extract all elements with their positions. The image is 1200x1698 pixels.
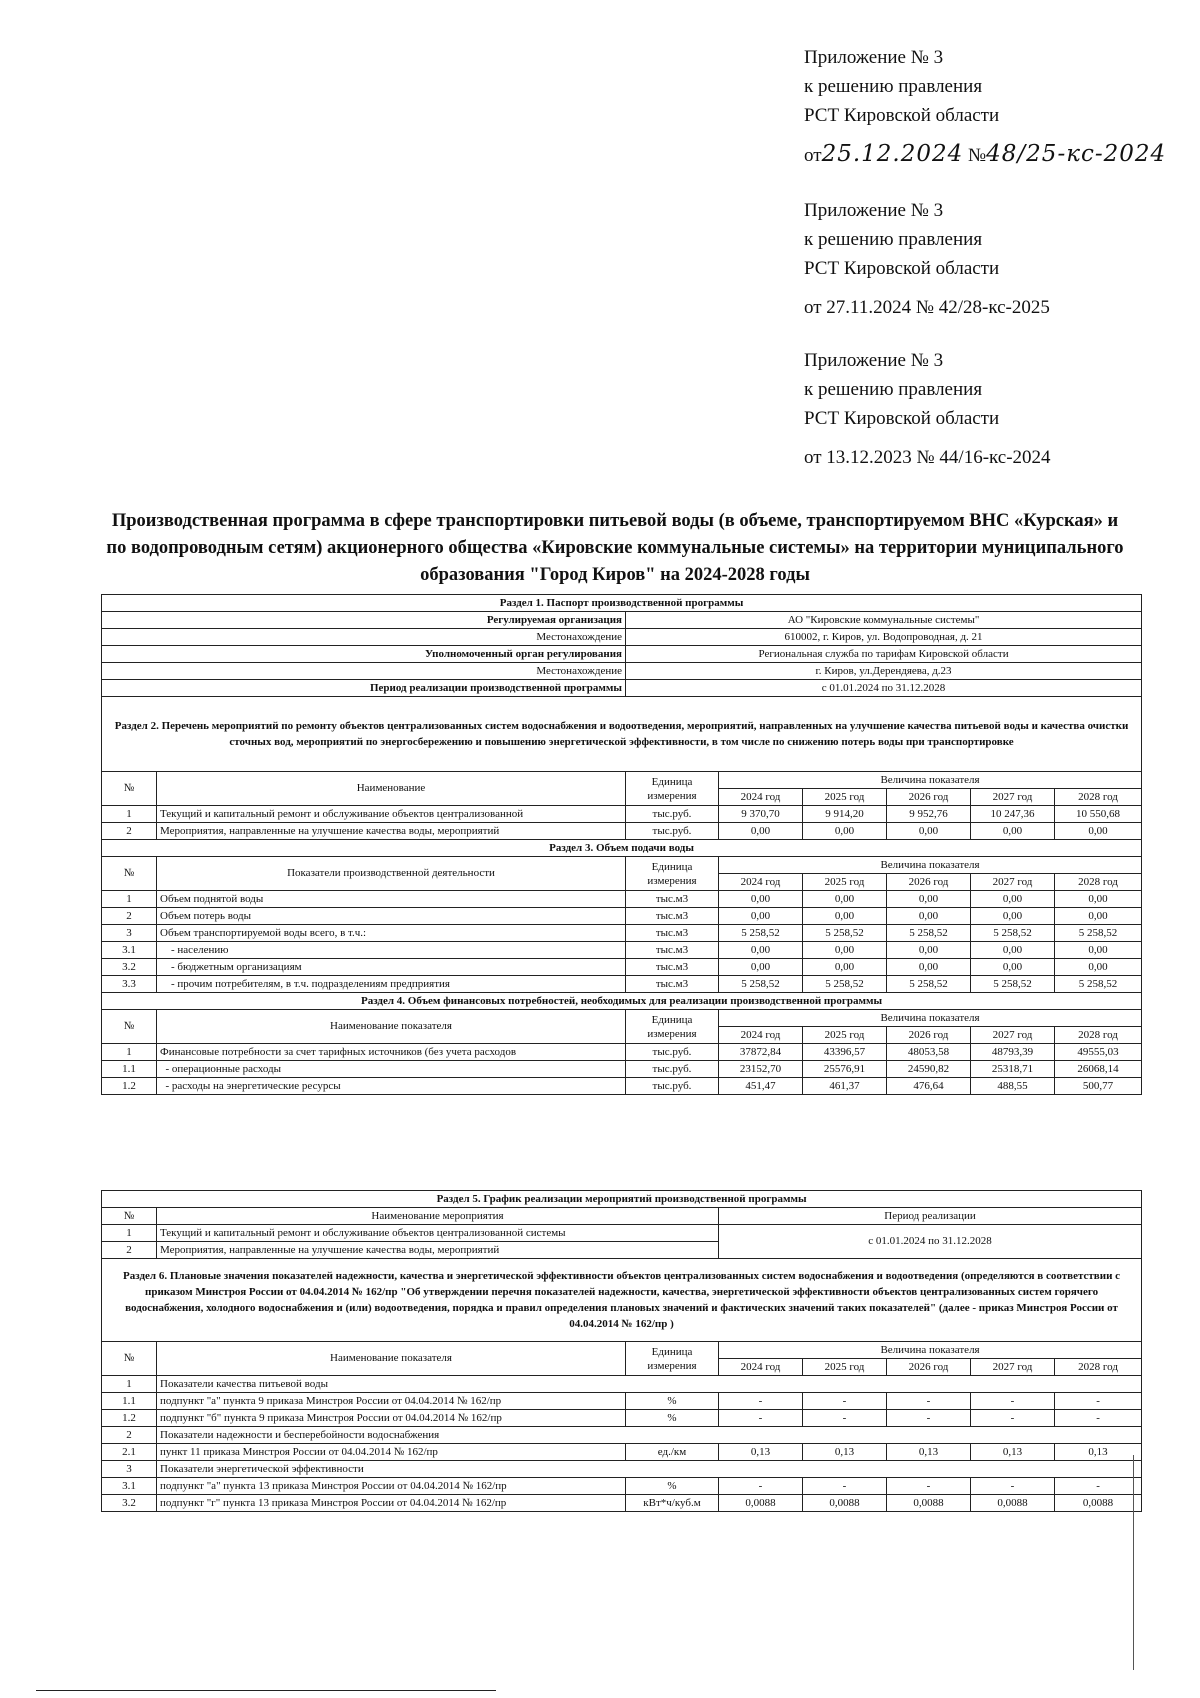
indicator-name: подпункт "б" пункта 9 приказа Минстроя России от 04.04.2014 № 162/пр — [157, 1410, 626, 1427]
row-number: 2.1 — [102, 1444, 157, 1461]
value-cell: - — [887, 1393, 971, 1410]
year-header: 2028 год — [1055, 1359, 1142, 1376]
column-header-period: Период реализации — [719, 1208, 1142, 1225]
indicator-name: - прочим потребителям, в т.ч. подразделениям предприятия — [157, 976, 626, 993]
indicator-row — [102, 1478, 1142, 1495]
value-cell: 5 258,52 — [971, 976, 1055, 993]
year-header: 2026 год — [887, 789, 971, 806]
indicator-row — [102, 1410, 1142, 1427]
value-cell: 5 258,52 — [803, 976, 887, 993]
row-number: 2 — [102, 1242, 157, 1259]
unit: тыс.руб. — [626, 1078, 719, 1095]
annex-block-2 — [804, 196, 1050, 322]
indicator-name: - расходы на энергетические ресурсы — [157, 1078, 626, 1095]
schedule-row — [102, 1225, 1142, 1242]
scan-edge-line — [1133, 1455, 1134, 1670]
row-number: 3.2 — [102, 959, 157, 976]
value-cell: 0,0088 — [1055, 1495, 1142, 1512]
passport-value: с 01.01.2024 по 31.12.2028 — [626, 680, 1142, 697]
row-number: 3.1 — [102, 1478, 157, 1495]
section3-colhead-row — [102, 857, 1142, 874]
value-cell: 0,00 — [971, 959, 1055, 976]
value-cell: 0,00 — [971, 891, 1055, 908]
value-cell: 9 370,70 — [719, 806, 803, 823]
value-cell: 0,00 — [803, 908, 887, 925]
row-number: 3.3 — [102, 976, 157, 993]
row-number: 3 — [102, 925, 157, 942]
value-cell: - — [971, 1478, 1055, 1495]
indicator-row — [102, 1376, 1142, 1393]
value-cell: - — [971, 1393, 1055, 1410]
annex-title: Приложение № 3 — [804, 200, 944, 221]
year-header: 2025 год — [803, 1027, 887, 1044]
annex-date: от 27.11.2024 № 42/28-кс-2025 — [804, 297, 1050, 318]
unit: % — [626, 1410, 719, 1427]
value-cell: 25576,91 — [803, 1061, 887, 1078]
value-cell: 0,00 — [887, 942, 971, 959]
value-cell: - — [803, 1410, 887, 1427]
value-cell: - — [887, 1478, 971, 1495]
passport-row — [102, 646, 1142, 663]
value-cell: 0,00 — [719, 823, 803, 840]
indicator-row — [102, 925, 1142, 942]
section6-header-row — [102, 1259, 1142, 1342]
value-cell: 0,0088 — [887, 1495, 971, 1512]
value-cell: 5 258,52 — [803, 925, 887, 942]
year-header: 2028 год — [1055, 874, 1142, 891]
value-cell: 37872,84 — [719, 1044, 803, 1061]
value-cell: 0,13 — [887, 1444, 971, 1461]
indicator-row — [102, 959, 1142, 976]
value-cell: - — [719, 1478, 803, 1495]
annex-title: Приложение № 3 — [804, 350, 944, 371]
value-cell: 5 258,52 — [1055, 925, 1142, 942]
year-header: 2025 год — [803, 874, 887, 891]
indicator-row — [102, 1495, 1142, 1512]
passport-row — [102, 663, 1142, 680]
value-cell: 0,00 — [719, 908, 803, 925]
value-cell: 5 258,52 — [1055, 976, 1142, 993]
indicator-name: подпункт "а" пункта 9 приказа Минстроя России от 04.04.2014 № 162/пр — [157, 1393, 626, 1410]
value-cell: 0,00 — [971, 823, 1055, 840]
value-cell: 0,0088 — [803, 1495, 887, 1512]
value-cell: - — [887, 1410, 971, 1427]
value-cell: 0,00 — [719, 891, 803, 908]
passport-value: 610002, г. Киров, ул. Водопроводная, д. 21 — [626, 629, 1142, 646]
value-cell: 5 258,52 — [887, 976, 971, 993]
row-number: 1 — [102, 891, 157, 908]
column-header-number: № — [102, 1208, 157, 1225]
value-cell: 5 258,52 — [887, 925, 971, 942]
year-header: 2028 год — [1055, 789, 1142, 806]
indicator-name: - бюджетным организациям — [157, 959, 626, 976]
unit: % — [626, 1393, 719, 1410]
year-header: 2024 год — [719, 789, 803, 806]
value-cell: 451,47 — [719, 1078, 803, 1095]
indicator-row — [102, 1444, 1142, 1461]
unit: тыс.руб. — [626, 823, 719, 840]
value-cell: 0,00 — [887, 908, 971, 925]
unit: тыс.м3 — [626, 925, 719, 942]
value-cell: 0,00 — [803, 823, 887, 840]
value-cell: 0,00 — [1055, 823, 1142, 840]
section5-colhead-row — [102, 1208, 1142, 1225]
section3-header-row — [102, 840, 1142, 857]
row-number: 2 — [102, 823, 157, 840]
column-header-name: Наименование мероприятия — [157, 1208, 719, 1225]
section-header: Раздел 6. Плановые значения показателей надежности, качества и энергетической эффективности объектов централизованных систем водоснабжения и водоотведения (определяются в соответствии с приказом Минстроя России от 04.04.2014 № 162/пр "Об утверждении перечня показателей надежности, качества, энергетической эффективности объектов централизованных систем горячего водоснабжения, холодного водоснабжения и (или) водоотведения, порядка и правил определения плановых значений и фактических значений таких показателей" (далее - приказ Минстроя России от 04.04.2014 № 162/пр ) — [102, 1259, 1142, 1342]
indicator-row — [102, 942, 1142, 959]
column-header-number: № — [102, 1010, 157, 1044]
value-cell: 26068,14 — [1055, 1061, 1142, 1078]
year-header: 2026 год — [887, 1359, 971, 1376]
value-cell: 0,00 — [971, 908, 1055, 925]
annex-line: к решению правления — [804, 76, 983, 97]
value-cell: 0,00 — [803, 942, 887, 959]
indicator-row — [102, 1078, 1142, 1095]
column-header-unit: Единица измерения — [626, 772, 719, 806]
footer-line — [36, 1690, 496, 1691]
date-prefix: от — [804, 145, 822, 166]
column-header-name: Наименование показателя — [157, 1010, 626, 1044]
value-cell: 0,00 — [1055, 891, 1142, 908]
period-value: с 01.01.2024 по 31.12.2028 — [719, 1225, 1142, 1259]
indicator-row — [102, 1061, 1142, 1078]
value-cell: 476,64 — [887, 1078, 971, 1095]
value-cell: 24590,82 — [887, 1061, 971, 1078]
document-title: Производственная программа в сфере транспортировки питьевой воды (в объеме, транспортируемом ВНС «Курская» и по водопроводным сетям) акционерного общества «Кировские коммунальные системы» на территории муниципального образования "Город Киров" на 2024-2028 годы — [106, 511, 1124, 585]
unit: кВт*ч/куб.м — [626, 1495, 719, 1512]
row-number: 2 — [102, 908, 157, 925]
row-number: 1.1 — [102, 1393, 157, 1410]
value-cell: 0,00 — [1055, 942, 1142, 959]
unit: тыс.м3 — [626, 942, 719, 959]
column-header-number: № — [102, 772, 157, 806]
value-cell: 5 258,52 — [719, 925, 803, 942]
year-header: 2024 год — [719, 1027, 803, 1044]
value-cell: 10 247,36 — [971, 806, 1055, 823]
year-header: 2025 год — [803, 1359, 887, 1376]
value-cell: 23152,70 — [719, 1061, 803, 1078]
value-cell: 488,55 — [971, 1078, 1055, 1095]
section2-header-row — [102, 697, 1142, 772]
year-header: 2027 год — [971, 1027, 1055, 1044]
year-header: 2026 год — [887, 1027, 971, 1044]
group-name: Показатели качества питьевой воды — [157, 1376, 1142, 1393]
value-cell: 5 258,52 — [971, 925, 1055, 942]
program-table-2 — [101, 1190, 1142, 1512]
section-header: Раздел 4. Объем финансовых потребностей, необходимых для реализации производственной программы — [102, 993, 1142, 1010]
passport-value: Региональная служба по тарифам Кировской области — [626, 646, 1142, 663]
passport-value: АО "Кировские коммунальные системы" — [626, 612, 1142, 629]
value-cell: - — [719, 1393, 803, 1410]
column-header-value: Величина показателя — [719, 857, 1142, 874]
column-header-name: Показатели производственной деятельности — [157, 857, 626, 891]
row-number: 3.2 — [102, 1495, 157, 1512]
value-cell: - — [971, 1410, 1055, 1427]
activity-name: Текущий и капитальный ремонт и обслуживание объектов централизованной системы — [157, 1225, 719, 1242]
value-cell: 0,13 — [719, 1444, 803, 1461]
indicator-name: подпункт "г" пункта 13 приказа Минстроя России от 04.04.2014 № 162/пр — [157, 1495, 626, 1512]
section4-colhead-row — [102, 1010, 1142, 1027]
passport-row — [102, 680, 1142, 697]
program-table-2-body — [102, 1191, 1142, 1512]
section-header: Раздел 2. Перечень мероприятий по ремонту объектов централизованных систем водоснабжения и водоотведения, мероприятий, направленных на улучшение качества питьевой воды и качества очистки сточных вод, мероприятий по энергосбережению и повышению энергетической эффективности, в том числе по снижению потерь воды при транспортировке — [102, 697, 1142, 772]
value-cell: 0,00 — [971, 942, 1055, 959]
row-number: 3 — [102, 1461, 157, 1478]
passport-label: Регулируемая организация — [102, 612, 626, 629]
indicator-name: Мероприятия, направленные на улучшение качества воды, мероприятий — [157, 823, 626, 840]
indicator-name: Объем транспортируемой воды всего, в т.ч.: — [157, 925, 626, 942]
annex-block-3 — [804, 346, 1051, 472]
value-cell: - — [719, 1410, 803, 1427]
annex-title: Приложение № 3 — [804, 47, 944, 68]
column-header-value: Величина показателя — [719, 1010, 1142, 1027]
number-sign: № — [968, 145, 987, 166]
unit: тыс.руб. — [626, 806, 719, 823]
row-number: 1.2 — [102, 1078, 157, 1095]
row-number: 3.1 — [102, 942, 157, 959]
section1-header-row — [102, 595, 1142, 612]
indicator-name: Финансовые потребности за счет тарифных источников (без учета расходов — [157, 1044, 626, 1061]
indicator-name: подпункт "а" пункта 13 приказа Минстроя России от 04.04.2014 № 162/пр — [157, 1478, 626, 1495]
row-number: 1 — [102, 1225, 157, 1242]
section5-header-row — [102, 1191, 1142, 1208]
value-cell: 48793,39 — [971, 1044, 1055, 1061]
indicator-row — [102, 908, 1142, 925]
indicator-name: Объем потерь воды — [157, 908, 626, 925]
value-cell: 0,0088 — [971, 1495, 1055, 1512]
column-header-name: Наименование показателя — [157, 1342, 626, 1376]
row-number: 1.1 — [102, 1061, 157, 1078]
annex-date: от 13.12.2023 № 44/16-кс-2024 — [804, 447, 1051, 468]
value-cell: 43396,57 — [803, 1044, 887, 1061]
column-header-unit: Единица измерения — [626, 857, 719, 891]
value-cell: 48053,58 — [887, 1044, 971, 1061]
passport-label: Уполномоченный орган регулирования — [102, 646, 626, 663]
value-cell: 0,00 — [887, 959, 971, 976]
section-header: Раздел 1. Паспорт производственной программы — [102, 595, 1142, 612]
group-name: Показатели надежности и бесперебойности водоснабжения — [157, 1427, 1142, 1444]
section-header: Раздел 3. Объем подачи воды — [102, 840, 1142, 857]
indicator-name: пункт 11 приказа Минстроя России от 04.04.2014 № 162/пр — [157, 1444, 626, 1461]
column-header-unit: Единица измерения — [626, 1010, 719, 1044]
indicator-row — [102, 823, 1142, 840]
section2-colhead-row — [102, 772, 1142, 789]
handwritten-date: 25.12.2024 — [821, 141, 964, 167]
column-header-value: Величина показателя — [719, 1342, 1142, 1359]
year-header: 2027 год — [971, 1359, 1055, 1376]
annex-line: РСТ Кировской области — [804, 105, 1000, 126]
value-cell: 0,00 — [803, 891, 887, 908]
value-cell: 0,00 — [887, 891, 971, 908]
annex-line: к решению правления — [804, 229, 983, 250]
value-cell: 5 258,52 — [719, 976, 803, 993]
year-header: 2028 год — [1055, 1027, 1142, 1044]
value-cell: 10 550,68 — [1055, 806, 1142, 823]
value-cell: 0,00 — [887, 823, 971, 840]
indicator-row — [102, 1393, 1142, 1410]
value-cell: 0,13 — [803, 1444, 887, 1461]
row-number: 1 — [102, 1376, 157, 1393]
year-header: 2027 год — [971, 874, 1055, 891]
annex-line: к решению правления — [804, 379, 983, 400]
unit: ед./км — [626, 1444, 719, 1461]
row-number: 2 — [102, 1427, 157, 1444]
indicator-name: - операционные расходы — [157, 1061, 626, 1078]
value-cell: - — [1055, 1393, 1142, 1410]
group-name: Показатели энергетической эффективности — [157, 1461, 1142, 1478]
year-header: 2027 год — [971, 789, 1055, 806]
indicator-row — [102, 1427, 1142, 1444]
year-header: 2025 год — [803, 789, 887, 806]
indicator-row — [102, 1044, 1142, 1061]
unit: тыс.руб. — [626, 1044, 719, 1061]
column-header-value: Величина показателя — [719, 772, 1142, 789]
unit: тыс.м3 — [626, 959, 719, 976]
value-cell: 0,00 — [719, 942, 803, 959]
row-number: 1.2 — [102, 1410, 157, 1427]
handwritten-number: 48/25-кс-2024 — [986, 141, 1167, 167]
annex-line: РСТ Кировской области — [804, 408, 1000, 429]
value-cell: 500,77 — [1055, 1078, 1142, 1095]
unit: тыс.м3 — [626, 908, 719, 925]
passport-row — [102, 629, 1142, 646]
value-cell: - — [803, 1478, 887, 1495]
passport-label: Местонахождение — [102, 663, 626, 680]
value-cell: 9 914,20 — [803, 806, 887, 823]
value-cell: - — [803, 1393, 887, 1410]
column-header-unit: Единица измерения — [626, 1342, 719, 1376]
value-cell: - — [1055, 1410, 1142, 1427]
indicator-row — [102, 891, 1142, 908]
annex-line: РСТ Кировской области — [804, 258, 1000, 279]
value-cell: 0,13 — [1055, 1444, 1142, 1461]
value-cell: - — [1055, 1478, 1142, 1495]
column-header-number: № — [102, 1342, 157, 1376]
value-cell: 49555,03 — [1055, 1044, 1142, 1061]
passport-label: Период реализации производственной программы — [102, 680, 626, 697]
indicator-name: Текущий и капитальный ремонт и обслуживание объектов централизованной — [157, 806, 626, 823]
column-header-number: № — [102, 857, 157, 891]
value-cell: 461,37 — [803, 1078, 887, 1095]
activity-name: Мероприятия, направленные на улучшение качества воды, мероприятий — [157, 1242, 719, 1259]
passport-label: Местонахождение — [102, 629, 626, 646]
indicator-row — [102, 1461, 1142, 1478]
indicator-name: - населению — [157, 942, 626, 959]
value-cell: 0,00 — [803, 959, 887, 976]
indicator-row — [102, 976, 1142, 993]
row-number: 1 — [102, 1044, 157, 1061]
program-table-body — [102, 595, 1142, 1095]
value-cell: 0,00 — [1055, 908, 1142, 925]
passport-value: г. Киров, ул.Дерендяева, д.23 — [626, 663, 1142, 680]
unit: тыс.м3 — [626, 976, 719, 993]
year-header: 2026 год — [887, 874, 971, 891]
annex-date — [804, 140, 1166, 170]
unit: тыс.руб. — [626, 1061, 719, 1078]
value-cell: 0,00 — [1055, 959, 1142, 976]
value-cell: 9 952,76 — [887, 806, 971, 823]
year-header: 2024 год — [719, 1359, 803, 1376]
annex-block-1 — [804, 43, 1166, 170]
indicator-row — [102, 806, 1142, 823]
column-header-name: Наименование — [157, 772, 626, 806]
passport-row — [102, 612, 1142, 629]
section4-header-row — [102, 993, 1142, 1010]
unit: % — [626, 1478, 719, 1495]
value-cell: 0,0088 — [719, 1495, 803, 1512]
value-cell: 0,13 — [971, 1444, 1055, 1461]
year-header: 2024 год — [719, 874, 803, 891]
row-number: 1 — [102, 806, 157, 823]
indicator-name: Объем поднятой воды — [157, 891, 626, 908]
section6-colhead-row — [102, 1342, 1142, 1359]
program-table — [101, 594, 1142, 1095]
section-header: Раздел 5. График реализации мероприятий производственной программы — [102, 1191, 1142, 1208]
value-cell: 0,00 — [719, 959, 803, 976]
value-cell: 25318,71 — [971, 1061, 1055, 1078]
unit: тыс.м3 — [626, 891, 719, 908]
